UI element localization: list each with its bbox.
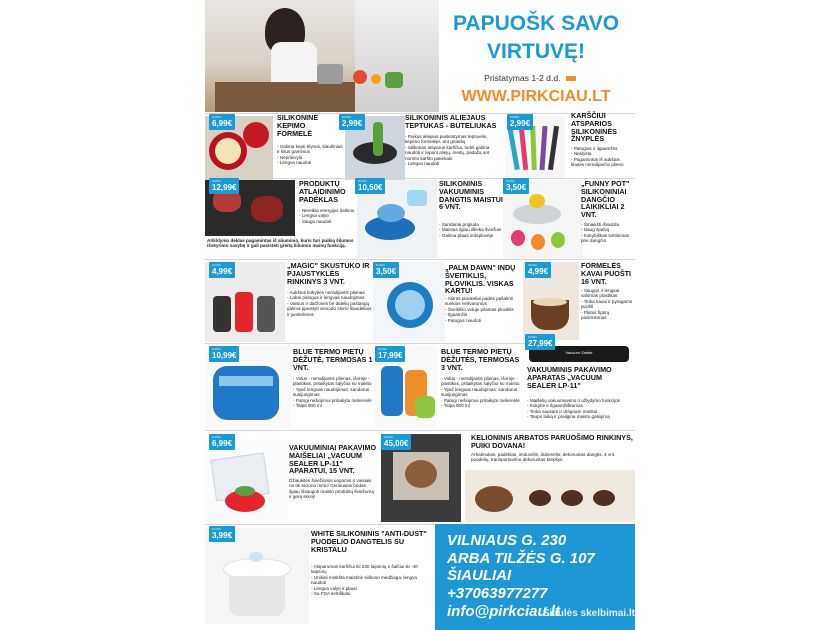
delivery-text: Pristatymas 1-2 d.d. — [484, 73, 561, 83]
flyer — [205, 0, 635, 630]
device-label: Vacuum Sealer — [565, 350, 593, 355]
feature-list: - Patogios ir ilgaamžės - Neslysta - Pagamintos iš aukštos klasės nerūdijančio plieno — [571, 146, 633, 168]
feature-list: - Vidus - nerūdijantis plienas, išorėje - plastikas, pritaikytas sąlyčiui su maistu - Ypač lengvas naudojimas: sandarus susijungimas - Patogi nešiojimui pritaikyta rankenėlė - Talpa 900 ml — [441, 376, 525, 408]
feature-list: - Saugus ir lengvai valomas plastikas - Tinka kavai ir pyragams puošti - Platus figūrų pasirinkimas — [581, 288, 635, 320]
vacuum-bags-photo — [205, 440, 287, 520]
city: ŠIAULIAI — [447, 567, 512, 585]
price-tag: KAINA 10,99€ — [209, 346, 239, 362]
email-address[interactable]: info@pirkciau.lt — [447, 602, 560, 620]
price-tag: KAINA 3,50€ — [503, 178, 529, 194]
product-title: PRODUKTŲ ATLAIDINIMO PADĖKLAS — [299, 179, 346, 204]
tea-cups-photo — [465, 470, 635, 522]
feature-list: - Aukštos kokybės nerūdijantis plienas - Labai patogus ir lengvas naudojimas - Vaisius ir daržoves be didelių pastangų galima pjaustyti vienodo storio šiaudeliais ir juostelėmis — [287, 290, 373, 317]
price-tag: KAINA 27,99€ — [525, 334, 555, 350]
anti-dust-lid-photo — [205, 528, 309, 624]
product-description: Arbatinukas, padėklas, imduvėlis, dubenėlis, dekoruotas dangtis, 4 vnt. puodelių, transportavimo dekoruotas krepšys — [471, 452, 616, 463]
feature-list: - Sandariai prigluda - Maistas ilgiau išlieka šviežias - Galima plauti indaplovėje — [439, 222, 503, 238]
feature-list: - Nereikia energijos šaltinio - Lengva valyti - Saugu naudoti — [299, 208, 359, 224]
price-tag: KAINA 2,99€ — [507, 114, 533, 130]
feature-list: - Puikus aliejaus paskirstymas teptuvėlu, kepimo formelėje, ant grotelių - Silikonas atsparus karščiui, todėl galima naudoti ir tepant aliejų, medų, padažą ant norimo karšto patiekalo - Lengva naudoti — [405, 134, 503, 166]
feature-list: - Atsparumas karščiui iki 230 laipsnių ir šalčiui iki -40 laipsnių - Unikali minkšta maistinė silikono medžiaga, lengva naudoti - Lengva valyti ir plauti - Su FDA sertifikatu — [311, 564, 429, 596]
feature-list: - Galima kepti blynus, kiaušinius ir kitus gaminius - Nepriisvyla - Lengva naudoti — [277, 144, 345, 166]
price-tag: KAINA 12,99€ — [209, 178, 239, 194]
price-tag: KAINA 4,99€ — [209, 262, 235, 278]
product-title: WHITE SILIKONINIS "ANTI-DUST" PUODELIO DANGTELIS SU KRISTALU — [311, 529, 427, 554]
feature-list: - Vidus - nerūdijantis plienas, išorėje - plastikas, pritaikytas sąlyčiui su maistu - Ypač lengvas naudojimas: sandarus susijungimas - Patogi nešiojimui pritaikyta rankenėlė - Talpa 900 ml — [293, 376, 375, 408]
product-note: Atšildymo dėklas pagamintas iš aliuminio, kuris turi puikią šilumos išskyrimo savybę ir gali pasisteti greitą šilumos mainų funkciją. — [207, 238, 354, 249]
product-title: SILIKONINIS VAKUUMINIS DANGTIS MAISTUI 6 VNT. — [439, 179, 503, 212]
address-line-1: VILNIAUS G. 230 — [447, 532, 567, 549]
delivery-info — [455, 73, 605, 83]
address-line-2: ARBA TILŽĖS G. 107 — [447, 549, 595, 567]
product-title: SILIKONINIS ALIEJAUS TEPTUKAS - BUTELIUKAS — [405, 113, 497, 130]
headline — [441, 10, 631, 67]
headline-line-1: PAPUOŠK SAVO — [452, 12, 620, 35]
price-tag: KAINA 17,99€ — [375, 346, 405, 362]
feature-list: - Šmaikšti išvaizda - Daug spalvų - Kokybiškas tvirtinimas prie dangčio — [581, 222, 635, 244]
price-tag: KAINA 4,99€ — [525, 262, 551, 278]
product-title: „MAGIC" SKUSTUKO IR PJAUSTYKLĖS RINKINYS 3 VNT. — [287, 261, 370, 286]
kitchen-hero-photo — [205, 0, 439, 112]
truck-icon — [566, 76, 576, 81]
price-tag: KAINA 10,50€ — [355, 178, 385, 194]
feature-list: - Maišelių vakuumavimo ir užlydymo funkcijos - Kokybė ir ilgaamžiškumas - Tinka sausam ir drėgnam maistui - Taupo laiką ir prailgina maisto galiojimą — [527, 398, 633, 420]
product-description: Džiaukitės šviežiomis uogomis ir vaisiais ne tik sezono metu! Geriausias būdas ilgiau išsaugoti maisto produktų šviežumą ir gerą skonį! — [289, 478, 374, 500]
headline-line-2: VIRTUVĘ! — [486, 40, 585, 64]
price-tag: KAINA 2,99€ — [339, 114, 365, 130]
product-title: BLUE TERMO PIETŲ DĖŽUTĖS, TERMOSAS 3 VNT. — [441, 347, 520, 372]
website-url[interactable]: WWW.PIRKCIAU.LT — [461, 88, 611, 105]
product-title: „PALM DAWN" INDŲ ŠVEITIKLIS, PLOVIKLIS. VISKAS KARTU! — [445, 263, 516, 296]
product-title: BLUE TERMO PIETŲ DĖŽUTĖ, TERMOSAS 1 VNT. — [293, 347, 373, 372]
price-tag: KAINA 3,99€ — [209, 526, 235, 542]
product-title: KELIONINIS ARBATOS PARUOŠIMO RINKINYS, PUIKI DOVANA! — [471, 433, 633, 450]
phone-number[interactable]: +37063977277 — [447, 585, 548, 603]
product-title: VAKUUMINIS PAKAVIMO APARATAS „VACUUM SEALER LP-11" — [527, 365, 612, 390]
product-title: „FUNNY POT" SILIKONINIAI DANGČIO LAIKIKLIAI 2 VNT. — [581, 179, 630, 220]
product-title: KARŠČIUI ATSPARIOS SILIKONINĖS ŽNYPLĖS — [571, 111, 617, 144]
feature-list: - Atitrūs plaukeliai padės pašalinti sunkius nešvarumus - Šveitiklio viduje pilamas ploviklis - Ilgaamžis - Patogus naudoti — [445, 296, 519, 323]
price-tag: KAINA 45,00€ — [381, 434, 411, 450]
watermark: Šiaulės skelbimai.lt — [542, 608, 635, 619]
price-tag: KAINA 6,99€ — [209, 114, 235, 130]
price-tag: KAINA 3,50€ — [373, 262, 399, 278]
product-title: VAKUUMINIAI PAKAVIMO MAIŠELIAI „VACUUM SEALER LP-11" APARATUI, 15 VNT. — [289, 443, 377, 476]
product-title: SILIKONINĖ KEPIMO FORMELĖ — [277, 113, 319, 138]
product-title: FORMELĖS KAVAI PUOŠTI 16 VNT. — [581, 261, 632, 286]
price-tag: KAINA 6,99€ — [209, 434, 235, 450]
